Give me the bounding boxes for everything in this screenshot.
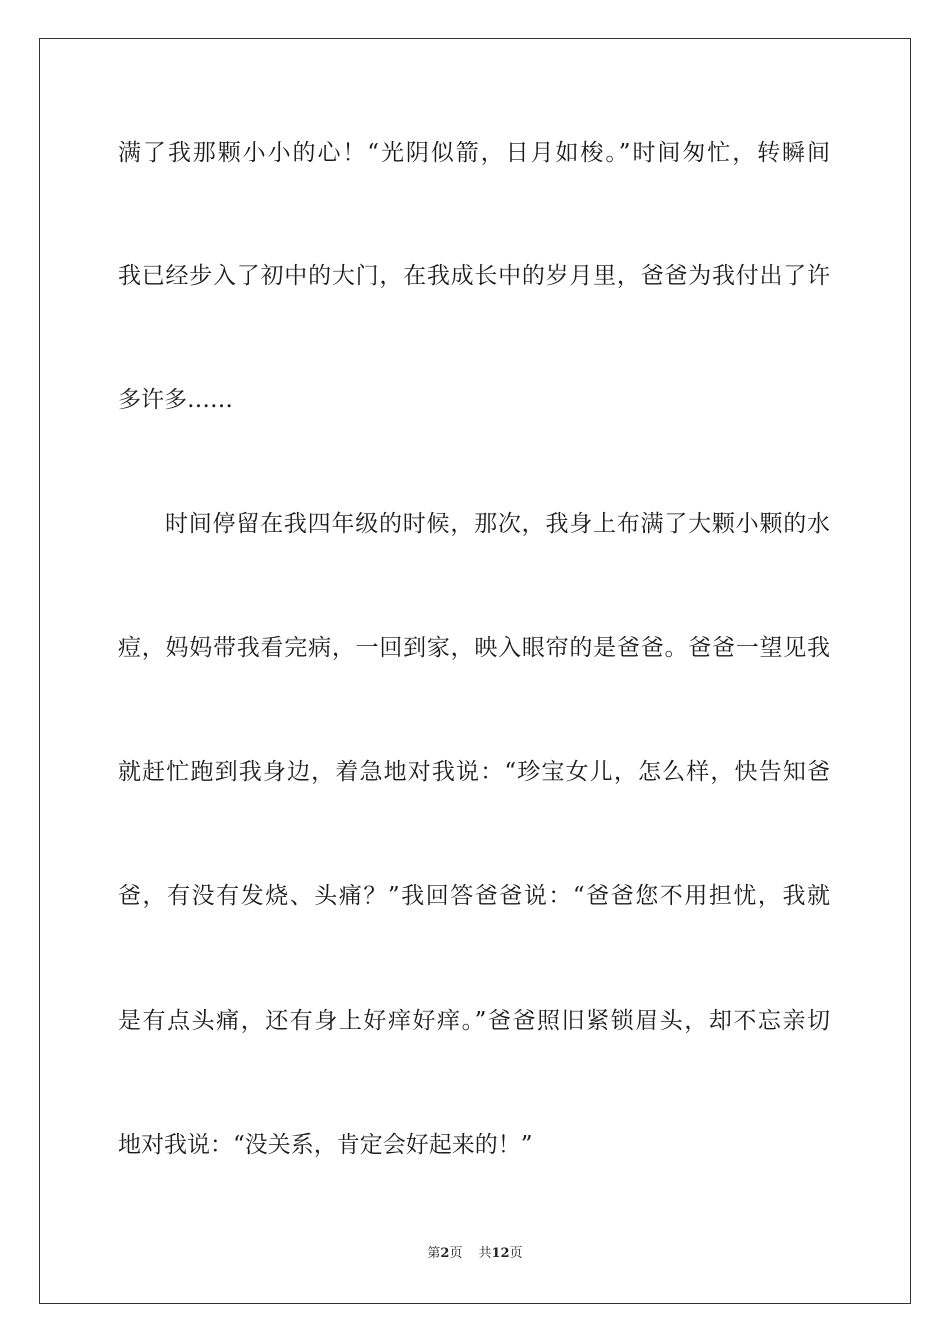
total-pages-indicator <box>478 1246 522 1261</box>
text-line: 爸，有没有发烧、头痛？”我回答爸爸说：“爸爸您不用担忧，我就 <box>118 883 830 909</box>
page-border <box>39 38 911 1304</box>
page-suffix: 页 <box>449 1246 463 1261</box>
page-footer <box>0 1245 950 1263</box>
text-line: 痘，妈妈带我看完病，一回到家，映入眼帘的是爸爸。爸爸一望见我 <box>118 635 830 661</box>
total-suffix: 页 <box>509 1246 523 1261</box>
text-line: 多许多…… <box>118 387 233 413</box>
page-prefix: 第 <box>427 1246 441 1261</box>
page-number: 2 <box>440 1246 450 1261</box>
total-prefix: 共 <box>478 1246 492 1261</box>
total-pages: 12 <box>491 1246 510 1261</box>
text-line: 是有点头痛，还有身上好痒好痒。”爸爸照旧紧锁眉头，却不忘亲切 <box>118 1008 830 1034</box>
text-line: 满了我那颗小小的心！“光阴似箭，日月如梭。”时间匆忙，转瞬间 <box>118 140 830 166</box>
text-line: 就赶忙跑到我身边，着急地对我说：“珍宝女儿，怎么样，快告知爸 <box>118 759 830 785</box>
page-indicator <box>427 1246 462 1261</box>
text-line: 地对我说：“没关系，肯定会好起来的！” <box>118 1132 533 1158</box>
text-line: 时间停留在我四年级的时候，那次，我身上布满了大颗小颗的水 <box>165 511 830 537</box>
text-line: 我已经步入了初中的大门，在我成长中的岁月里，爸爸为我付出了许 <box>118 263 830 289</box>
